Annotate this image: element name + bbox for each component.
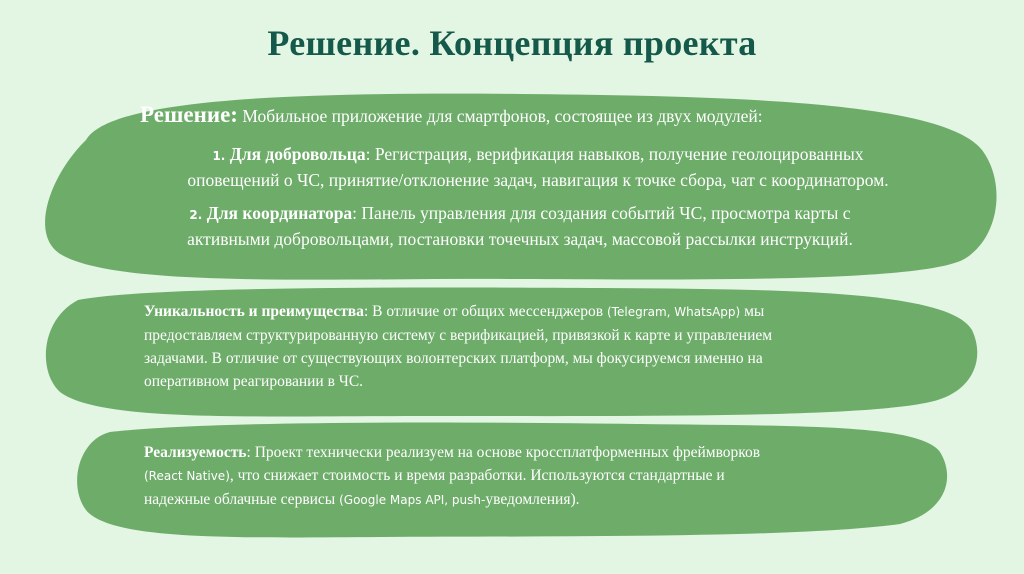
item1-label: Для добровольца	[229, 144, 366, 164]
feasibility-line3-a: надежные облачные сервисы	[144, 491, 340, 508]
item1-line1: : Регистрация, верификация навыков, получение геолоцированных	[365, 144, 864, 164]
solution-colon: :	[230, 102, 238, 127]
solution-intro-line	[140, 103, 763, 128]
feasibility-line-2	[144, 464, 760, 488]
advantages-line-1	[144, 300, 772, 324]
coordinator-line-1	[70, 201, 970, 227]
advantages-block	[144, 300, 772, 393]
volunteer-line-2: оповещений о ЧС, принятие/отклонение задач, навигация к точке сбора, чат с координатором.	[187, 170, 889, 190]
coordinator-module	[70, 201, 970, 251]
volunteer-module	[88, 142, 988, 192]
services-note: (Google Maps API, push-	[339, 493, 486, 507]
feasibility-label: Реализуемость	[144, 444, 247, 461]
advantages-line-2: предоставляем структурированную систему с верификацией, привязкой к карте и управлением	[144, 327, 773, 344]
solution-intro: Мобильное приложение для смартфонов, состоящее из двух модулей:	[237, 106, 763, 126]
advantages-line1-a: : В отличие от общих мессенджеров	[363, 303, 607, 320]
feasibility-line2-b: , что снижает стоимость и время разработки. Используются стандартные и	[229, 467, 725, 484]
item2-number: 2.	[189, 208, 203, 222]
volunteer-line-1	[88, 142, 988, 168]
solution-label: Решение	[140, 102, 231, 127]
advantages-line1-c: мы	[740, 303, 765, 320]
item1-number: 1.	[212, 149, 226, 163]
advantages-line-4: оперативном реагировании в ЧС.	[144, 373, 364, 390]
slide-title: Решение. Концепция проекта	[267, 23, 757, 63]
feasibility-line1: : Проект технически реализуем на основе кроссплатформенных фреймворков	[246, 444, 761, 461]
messengers-note: (Telegram, WhatsApp)	[607, 305, 741, 319]
advantages-label: Уникальность и преимущества	[144, 303, 364, 320]
feasibility-line3-c: уведомления).	[485, 491, 580, 508]
feasibility-block	[144, 441, 760, 512]
solution-block	[140, 103, 763, 128]
item2-line1: : Панель управления для создания событий ЧС, просмотра карты с	[352, 203, 851, 223]
item2-label: Для координатора	[206, 203, 353, 223]
advantages-line-3: задачами. В отличие от существующих волонтерских платформ, мы фокусируемся именно на	[144, 350, 763, 367]
feasibility-line-3	[144, 488, 760, 512]
coordinator-line-2: активными добровольцами, постановки точечных задач, массовой рассылки инструкций.	[187, 229, 853, 249]
framework-note: (React Native)	[144, 469, 230, 483]
feasibility-line-1	[144, 441, 760, 464]
